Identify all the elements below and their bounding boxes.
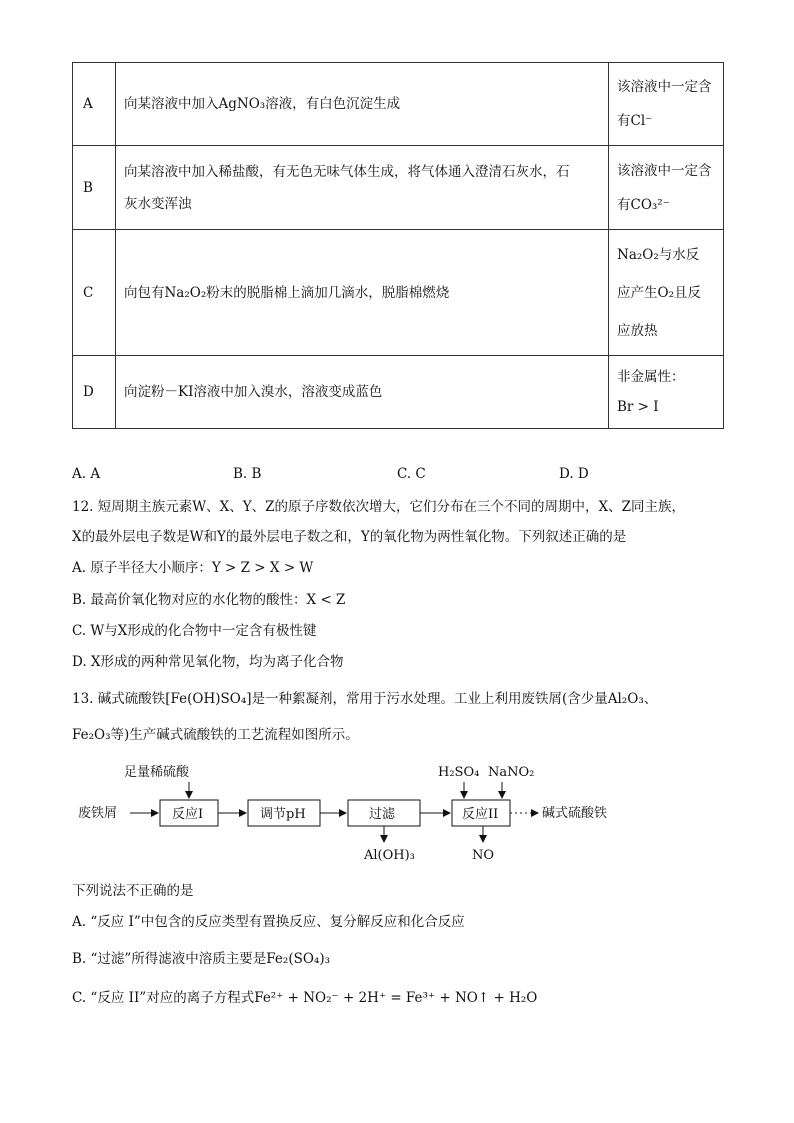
q11-option-d[interactable]: D. D [559,466,589,482]
q12-option-d[interactable]: D. X形成的两种常见氧化物，均为离子化合物 [72,654,344,670]
q11-table [72,62,724,429]
row-label: C [73,230,116,356]
q12-option-a[interactable]: A. 原子半径大小顺序：Y > Z > X > W [72,560,314,576]
box-reaction2-label: 反应II [462,807,499,822]
box-filter-label: 过滤 [369,807,396,822]
table-row [73,146,724,230]
experiment-cell: 向淀粉－KI溶液中加入溴水，溶液变成蓝色 [116,356,609,429]
row-label: A [73,63,116,146]
q12-option-c[interactable]: C. W与X形成的化合物中一定含有极性键 [72,623,317,639]
q13-prompt: 下列说法不正确的是 [72,883,194,899]
box-reaction1-label: 反应I [172,807,204,822]
box-adjust-ph-label: 调节pH [260,807,306,822]
process-flow-diagram [72,758,672,868]
input-label: 废铁屑 [78,806,118,821]
q13-option-c[interactable]: C. “反应 II”对应的离子方程式Fe²⁺ + NO₂⁻ + 2H⁺ = Fe³⁺ + NO↑ + H₂O [72,990,538,1006]
q12-stem-line1: 12. 短周期主族元素W、X、Y、Z的原子序数依次增大，它们分布在三个不同的周期中，X、Z同主族， [72,499,686,515]
table-row [73,230,724,356]
table-row [73,356,724,429]
reagent1-label: 足量稀硫酸 [124,765,190,780]
q11-option-c[interactable]: C. C [397,466,426,482]
q13-stem-line2: Fe₂O₃等)生产碱式硫酸铁的工艺流程如图所示。 [72,727,359,743]
experiment-cell: 向某溶液中加入稀盐酸，有无色无味气体生成，将气体通入澄清石灰水，石 灰水变浑浊 [116,146,609,230]
q12-option-b[interactable]: B. 最高价氧化物对应的水化物的酸性：X < Z [72,592,346,608]
q11-option-a[interactable]: A. A [72,466,101,482]
row-label: D [73,356,116,429]
product-label: 碱式硫酸铁 [542,806,608,821]
q11-option-b[interactable]: B. B [233,466,262,482]
conclusion-cell: 该溶液中一定含 有Cl⁻ [609,63,724,146]
conclusion-cell: 非金属性： Br > I [609,356,724,429]
q12-stem-line2: X的最外层电子数是W和Y的最外层电子数之和，Y的氧化物为两性氧化物。下列叙述正确的是 [72,529,627,545]
output1-label: Al(OH)₃ [364,848,415,863]
table-row [73,63,724,146]
q13-option-b[interactable]: B. “过滤”所得滤液中溶质主要是Fe₂(SO₄)₃ [72,951,331,967]
row-label: B [73,146,116,230]
experiment-cell: 向包有Na₂O₂粉末的脱脂棉上滴加几滴水，脱脂棉燃烧 [116,230,609,356]
conclusion-cell: Na₂O₂与水反 应产生O₂且反 应放热 [609,230,724,356]
q13-stem-line1: 13. 碱式硫酸铁[Fe(OH)SO₄]是一种絮凝剂，常用于污水处理。工业上利用废铁屑(含少量Al₂O₃、 [72,691,658,707]
experiment-cell: 向某溶液中加入AgNO₃溶液，有白色沉淀生成 [116,63,609,146]
reagent2a-label: H₂SO₄ [438,765,480,780]
q13-option-a[interactable]: A. “反应 I”中包含的反应类型有置换反应、复分解反应和化合反应 [72,914,465,930]
reagent2b-label: NaNO₂ [488,765,535,780]
conclusion-cell: 该溶液中一定含 有CO₃²⁻ [609,146,724,230]
output2-label: NO [472,848,495,863]
